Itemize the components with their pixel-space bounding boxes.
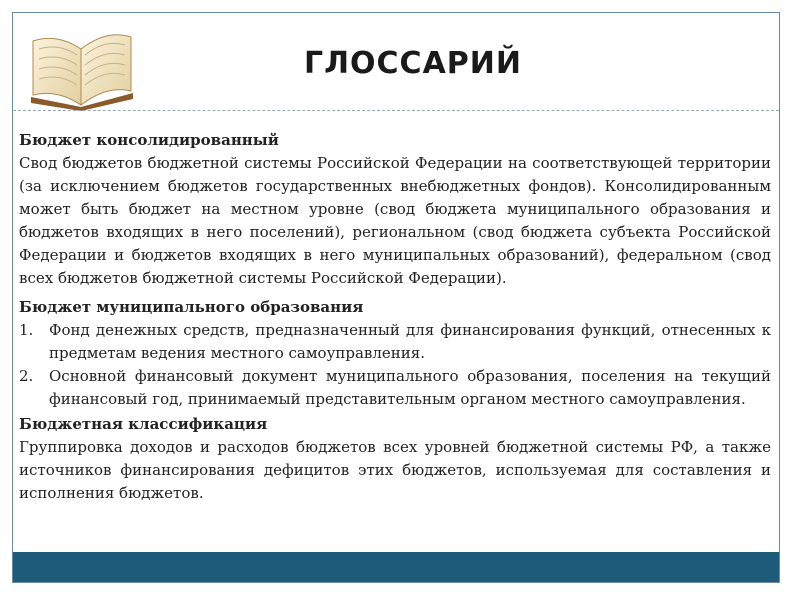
list-number: 2. [19,367,34,385]
definition-list [19,319,771,411]
term-heading: Бюджетная классификация [19,415,268,433]
glossary-entry [19,129,771,290]
open-book-icon [23,19,141,111]
page-title: ГЛОССАРИЙ [304,46,522,81]
list-item [19,319,771,365]
slide [12,12,780,583]
header-divider [13,110,779,111]
footer-bar [13,552,779,582]
glossary-content [19,129,771,507]
term-heading: Бюджет муниципального образования [19,298,364,316]
list-number: 1. [19,321,34,339]
list-text: Основной финансовый документ муниципального образования, поселения на текущий финансовый год, принимаемый представительным органом местного самоуправления. [49,367,771,408]
term-definition: Свод бюджетов бюджетной системы Российской Федерации на соответствующей территории (за исключением бюджетов государственных внебюджетных фондов). Консолидированным может быть бюджет на местном уровне (свод бюджета муниципального образования и бюджетов входящих в него поселений), региональном (свод бюджета субъекта Российской Федерации и бюджетов входящих в него муниципальных образований), федеральном (свод всех бюджетов бюджетной системы Российской Федерации). [19,154,771,287]
glossary-entry [19,413,771,505]
glossary-entry [19,296,771,411]
term-definition: Группировка доходов и расходов бюджетов всех уровней бюджетной системы РФ, а также источников финансирования дефицитов этих бюджетов, используемая для составления и исполнения бюджетов. [19,438,771,502]
list-item [19,365,771,411]
list-text: Фонд денежных средств, предназначенный для финансирования функций, отнесенных к предметам ведения местного самоуправления. [49,321,771,362]
slide-header [13,13,779,110]
term-heading: Бюджет консолидированный [19,131,279,149]
